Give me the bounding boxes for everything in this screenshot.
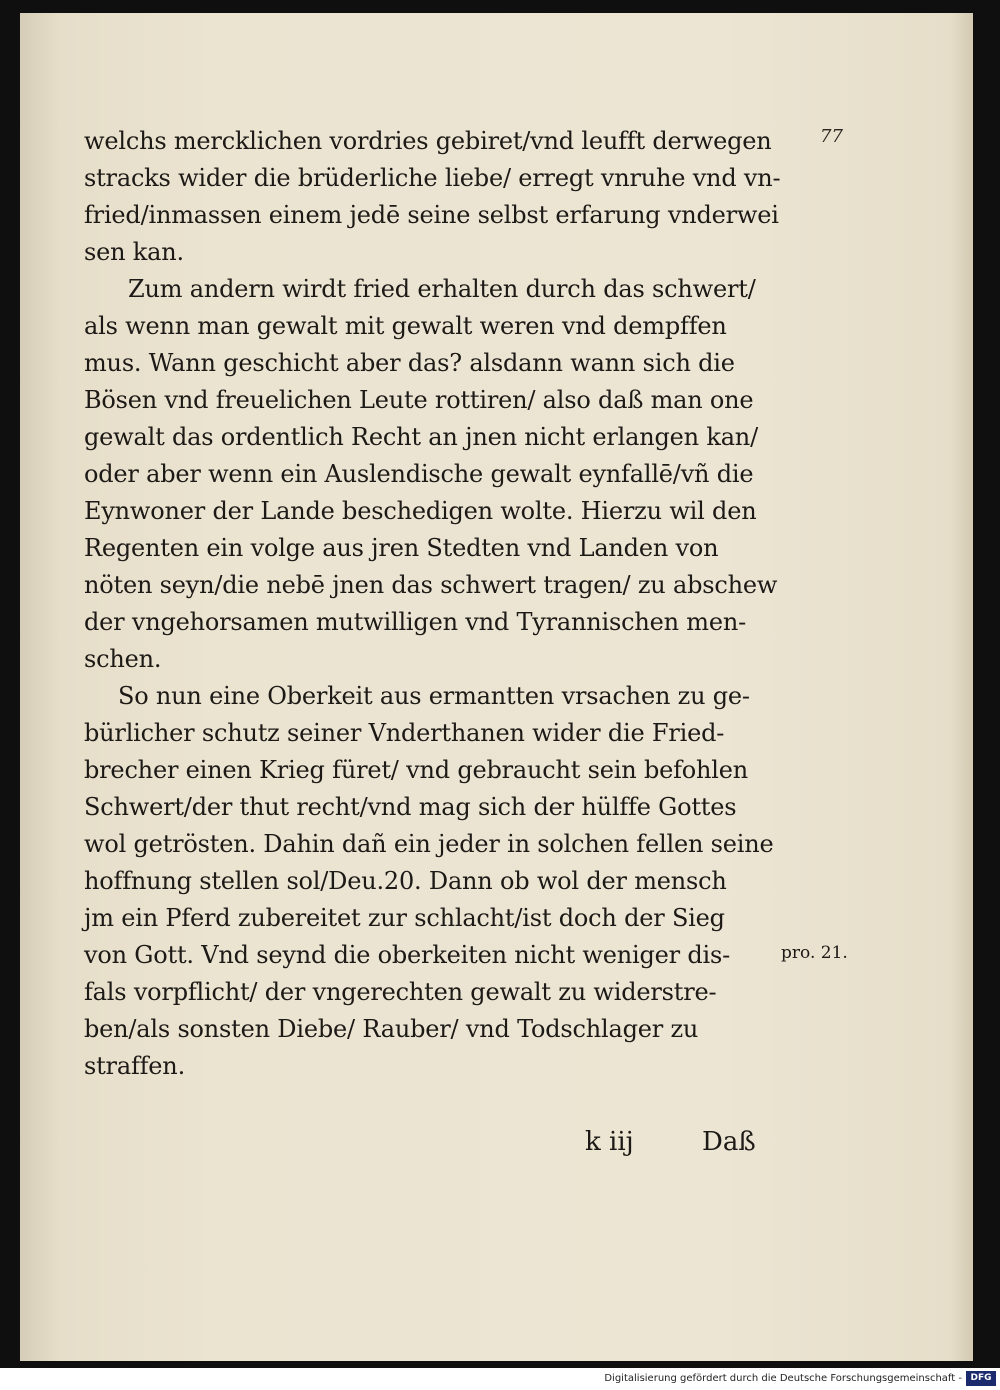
footer-bar bbox=[0, 1368, 1000, 1390]
text-line: brecher einen Krieg füret/ vnd gebraucht sein befohlen bbox=[84, 756, 749, 784]
signature-mark: k iij bbox=[585, 1127, 634, 1157]
page-number: 77 bbox=[820, 126, 843, 147]
text-line: schen. bbox=[84, 645, 162, 673]
text-line: welchs mercklichen vordries gebiret/vnd leufft derwegen bbox=[84, 127, 772, 155]
text-line: bürlicher schutz seiner Vnderthanen wider die Fried- bbox=[84, 719, 725, 747]
text-line: gewalt das ordentlich Recht an jnen nicht erlangen kan/ bbox=[84, 423, 758, 451]
text-line: als wenn man gewalt mit gewalt weren vnd dempffen bbox=[84, 312, 727, 340]
text-line: mus. Wann geschicht aber das? alsdann wann sich die bbox=[84, 349, 735, 377]
text-line: Bösen vnd freuelichen Leute rottiren/ also daß man one bbox=[84, 386, 754, 414]
text-line: ben/als sonsten Diebe/ Rauber/ vnd Todschlager zu bbox=[84, 1015, 699, 1043]
text-line: straffen. bbox=[84, 1052, 185, 1080]
text-line: Zum andern wirdt fried erhalten durch das schwert/ bbox=[128, 275, 756, 303]
marginal-note: pro. 21. bbox=[781, 943, 848, 963]
text-line: Schwert/der thut recht/vnd mag sich der hülffe Gottes bbox=[84, 793, 737, 821]
text-line: von Gott. Vnd seynd die oberkeiten nicht weniger dis- bbox=[84, 941, 731, 969]
text-line: So nun eine Oberkeit aus ermantten vrsachen zu ge- bbox=[118, 682, 750, 710]
dfg-logo: DFG bbox=[966, 1371, 996, 1386]
text-line: Regenten ein volge aus jren Stedten vnd Landen von bbox=[84, 534, 719, 562]
text-line: oder aber wenn ein Auslendische gewalt eynfallē/vñ die bbox=[84, 460, 754, 488]
catchword: Daß bbox=[702, 1127, 756, 1157]
footer-credit: Digitalisierung gefördert durch die Deutsche Forschungsgemeinschaft - bbox=[604, 1373, 962, 1384]
text-line: sen kan. bbox=[84, 238, 184, 266]
text-line: wol getrösten. Dahin dañ ein jeder in solchen fellen seine bbox=[84, 830, 774, 858]
text-line: Eynwoner der Lande beschedigen wolte. Hierzu wil den bbox=[84, 497, 757, 525]
text-line: der vngehorsamen mutwilligen vnd Tyrannischen men- bbox=[84, 608, 747, 636]
text-line: hoffnung stellen sol/Deu.20. Dann ob wol der mensch bbox=[84, 867, 727, 895]
text-line: stracks wider die brüderliche liebe/ erregt vnruhe vnd vn- bbox=[84, 164, 781, 192]
text-line: jm ein Pferd zubereitet zur schlacht/ist doch der Sieg bbox=[84, 904, 725, 932]
text-line: fried/inmassen einem jedē seine selbst erfarung vnderwei bbox=[84, 201, 779, 229]
text-line: nöten seyn/die nebē jnen das schwert tragen/ zu abschew bbox=[84, 571, 778, 599]
book-page bbox=[20, 13, 973, 1361]
text-line: fals vorpflicht/ der vngerechten gewalt zu widerstre- bbox=[84, 978, 717, 1006]
